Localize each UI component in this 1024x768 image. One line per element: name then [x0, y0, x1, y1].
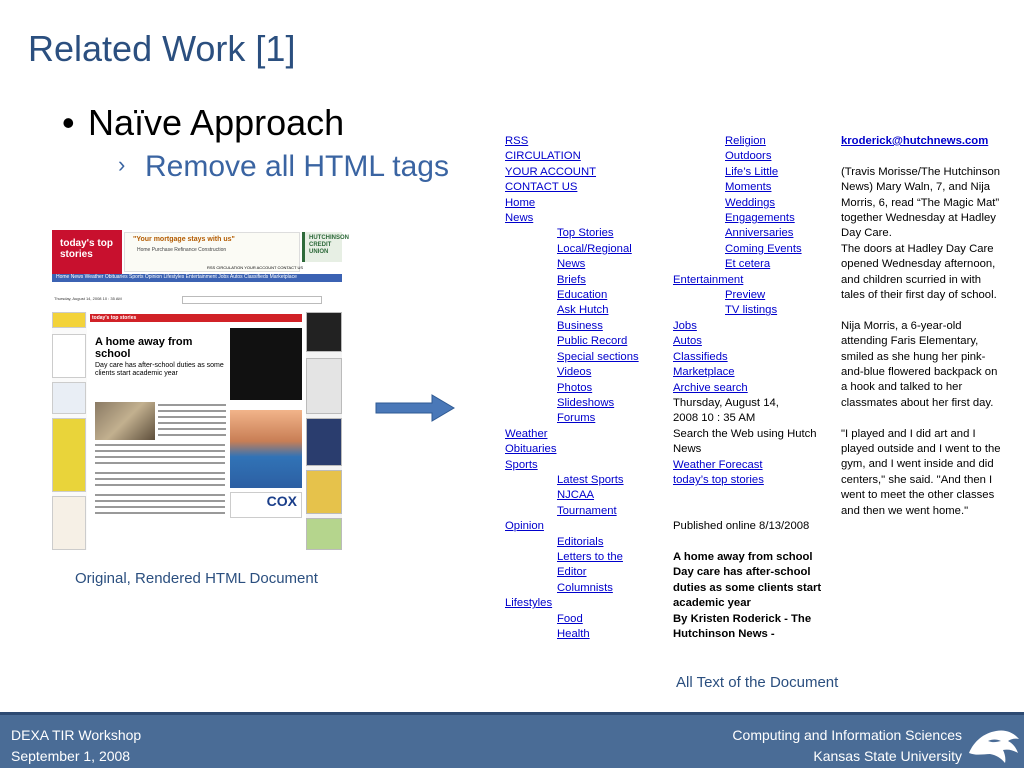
text-link[interactable]: Et cetera	[725, 258, 771, 271]
text-link[interactable]: Public Record	[557, 335, 628, 348]
text-link[interactable]: Classifieds	[673, 350, 728, 363]
thumb-logo: today's top stories	[52, 230, 122, 276]
text-link[interactable]: CIRCULATION	[505, 150, 581, 163]
footer-university: Kansas State University	[813, 748, 962, 764]
text-column-3	[841, 134, 1001, 519]
thumb-text-line	[95, 444, 225, 446]
thumb-ad-sub: Home Purchase Refinance Construction	[137, 247, 227, 253]
text-link[interactable]: Health	[557, 628, 590, 640]
thumb-ad-cox: COX	[230, 492, 302, 518]
text-link[interactable]: Editor	[557, 566, 587, 579]
text-column-1	[505, 134, 670, 642]
text-link[interactable]: Coming Events	[725, 242, 802, 255]
text-link[interactable]: Briefs	[557, 273, 586, 286]
text-link[interactable]: Religion	[725, 135, 766, 147]
text-line: News	[673, 443, 702, 456]
thumb-ad-block	[306, 470, 342, 514]
text-link[interactable]: CONTACT US	[505, 181, 578, 194]
bullet-text: Naïve Approach	[88, 102, 345, 143]
text-link[interactable]: Tournament	[557, 504, 617, 517]
text-link[interactable]: Local/Regional	[557, 242, 632, 255]
text-line: A home away from school	[673, 550, 813, 563]
thumb-right-ads	[306, 312, 342, 550]
thumb-section-bar-text: today's top stories	[92, 315, 137, 321]
text-link[interactable]: Moments	[725, 181, 772, 194]
text-link[interactable]: Weddings	[725, 196, 776, 209]
text-link[interactable]: Editorials	[557, 535, 604, 548]
text-line: Search the Web using Hutch	[673, 427, 817, 440]
thumb-ad-block	[52, 334, 86, 378]
text-link[interactable]: Latest Sports	[557, 473, 624, 486]
text-line: (Travis Morisse/The Hutchinson News) Mary Waln, 7, and Nija Morris, 6, read “The Magic Mat” together Wednesday at Hadley Day Care.	[841, 165, 1001, 240]
text-link[interactable]: TV listings	[725, 304, 778, 317]
text-link[interactable]: Columnists	[557, 581, 613, 594]
text-link[interactable]: Lifestyles	[505, 597, 553, 610]
text-line: "I played and I did art and I played outside and I went to the gym, and I went inside and did centers," she said. "And then I went to meet the other classes and then we went home."	[841, 427, 1001, 517]
text-link[interactable]: Outdoors	[725, 150, 772, 163]
thumb-photo	[95, 402, 155, 440]
text-link[interactable]: Business	[557, 319, 603, 332]
text-link[interactable]: News	[557, 258, 586, 271]
text-line	[673, 504, 835, 519]
thumb-subhead: Day care has after-school duties as some clients start academic year	[95, 362, 224, 377]
wildcat-logo-icon	[966, 723, 1022, 767]
text-link[interactable]: Top Stories	[557, 227, 614, 240]
thumb-ad-block	[306, 312, 342, 352]
text-link[interactable]: Special sections	[557, 350, 639, 363]
text-link[interactable]: Food	[557, 612, 583, 625]
thumb-search-box	[182, 296, 322, 304]
text-line: By Kristen Roderick - The	[673, 612, 812, 625]
text-link[interactable]: RSS	[505, 135, 529, 147]
thumb-ad-block	[306, 418, 342, 466]
right-arrow-icon	[376, 393, 456, 423]
text-line	[673, 535, 835, 550]
text-line: Nija Morris, a 6-year-old attending Faris Elementary, smiled as she hung her pink-and-blue flowered backpack on a hook and talked to her classmates about her first day.	[841, 319, 998, 409]
thumb-nav-bar	[52, 274, 342, 282]
thumb-left-ads	[52, 312, 87, 550]
thumb-text-line	[95, 462, 225, 464]
thumb-ad-headline: "Your mortgage stays with us"	[133, 236, 235, 243]
text-link[interactable]: Videos	[557, 366, 592, 379]
thumb-text-line	[158, 422, 226, 424]
thumb-ad-dark	[230, 328, 302, 400]
text-line: academic year	[673, 597, 751, 610]
thumb-top-links: RSS CIRCULATION YOUR ACCOUNT CONTACT US	[207, 265, 304, 270]
text-link[interactable]: Letters to the	[557, 550, 623, 563]
text-link[interactable]: today’s top stories	[673, 473, 764, 486]
footer-bar	[0, 712, 1024, 768]
text-link[interactable]: Weather Forecast	[673, 458, 763, 471]
text-link[interactable]: Education	[557, 289, 608, 302]
text-link[interactable]: Jobs	[673, 319, 697, 332]
text-link[interactable]: Obituaries	[505, 443, 557, 456]
slide-title: Related Work [1]	[28, 28, 296, 69]
thumb-bank-logo: HUTCHINSON CREDIT UNION	[302, 232, 342, 262]
text-link[interactable]: kroderick@hutchnews.com	[841, 135, 989, 147]
text-link[interactable]: Life’s Little	[725, 165, 779, 178]
rendered-html-thumbnail	[52, 230, 349, 550]
text-link[interactable]: Sports	[505, 458, 538, 471]
thumb-text-line	[158, 410, 226, 412]
text-link[interactable]: Photos	[557, 381, 593, 394]
thumb-ad-block	[52, 382, 86, 414]
sub-bullet-marker: ›	[118, 152, 126, 177]
thumb-text-line	[95, 506, 225, 508]
text-line: Hutchinson News -	[673, 627, 775, 640]
text-line	[841, 303, 1001, 318]
text-line	[673, 488, 835, 503]
thumb-ad-photo	[230, 410, 302, 488]
sub-bullet-text: Remove all HTML tags	[145, 150, 449, 183]
caption-original-document: Original, Rendered HTML Document	[75, 570, 318, 587]
text-link[interactable]: Forums	[557, 412, 596, 425]
text-line: Thursday, August 14,	[673, 396, 779, 409]
thumb-text-line	[95, 512, 225, 514]
text-link[interactable]: Anniversaries	[725, 227, 794, 240]
text-link[interactable]: Home	[505, 196, 536, 209]
thumb-text-line	[158, 434, 226, 436]
thumb-text-line	[158, 404, 226, 406]
thumb-nav-text: Home News Weather Obituaries Sports Opinion Lifestyles Entertainment Jobs Autos Classifieds Marketplace	[56, 274, 297, 280]
thumb-text-line	[95, 494, 225, 496]
thumb-ad-block	[306, 358, 342, 414]
text-line: 2008 10 : 35 AM	[673, 412, 756, 425]
sub-bullet-remove-tags	[118, 150, 449, 184]
text-line	[841, 149, 1001, 164]
text-line: Published online 8/13/2008	[673, 520, 810, 533]
text-link[interactable]: Entertainment	[673, 273, 744, 286]
caption-all-text: All Text of the Document	[676, 674, 839, 691]
thumb-text-line	[158, 428, 226, 430]
thumb-text-line	[95, 456, 225, 458]
footer-workshop: DEXA TIR Workshop	[11, 727, 142, 743]
thumb-ad-block	[52, 312, 86, 328]
text-line: The doors at Hadley Day Care opened Wednesday afternoon, and children scurried in with tales of their first day of school.	[841, 242, 997, 302]
text-column-2	[673, 134, 835, 642]
text-line: duties as some clients start	[673, 581, 822, 594]
text-line: Day care has after-school	[673, 566, 811, 579]
thumb-text-line	[95, 450, 225, 452]
bullet-naive-approach	[62, 102, 344, 144]
text-link[interactable]: Opinion	[505, 520, 544, 533]
thumb-text-line	[95, 484, 225, 486]
text-link[interactable]: YOUR ACCOUNT	[505, 165, 597, 178]
text-link[interactable]: Slideshows	[557, 396, 615, 409]
text-link[interactable]: Weather	[505, 427, 548, 440]
text-link[interactable]: Preview	[725, 289, 766, 302]
thumb-headline: A home away from school	[95, 336, 193, 360]
thumb-text-line	[158, 416, 226, 418]
text-link[interactable]: Ask Hutch	[557, 304, 609, 317]
footer-department: Computing and Information Sciences	[732, 727, 962, 743]
thumb-text-line	[95, 472, 225, 474]
thumb-text-line	[95, 478, 225, 480]
text-link[interactable]: News	[505, 212, 534, 225]
thumb-text-line	[95, 500, 225, 502]
text-line	[841, 411, 1001, 426]
thumb-ad-block	[52, 418, 86, 492]
bullet-marker: •	[62, 102, 75, 143]
text-link[interactable]: NJCAA	[557, 489, 595, 502]
text-link[interactable]: Autos	[673, 335, 702, 348]
footer-left	[11, 725, 141, 767]
thumb-ad-block	[52, 496, 86, 550]
text-link[interactable]: Marketplace	[673, 366, 735, 379]
thumb-date: Thursday, August 14, 2008 10 : 35 AM	[54, 296, 122, 301]
footer-right	[732, 725, 962, 767]
text-link[interactable]: Archive search	[673, 381, 748, 394]
footer-date: September 1, 2008	[11, 748, 131, 764]
thumb-ad-block	[306, 518, 342, 550]
text-link[interactable]: Engagements	[725, 212, 795, 225]
